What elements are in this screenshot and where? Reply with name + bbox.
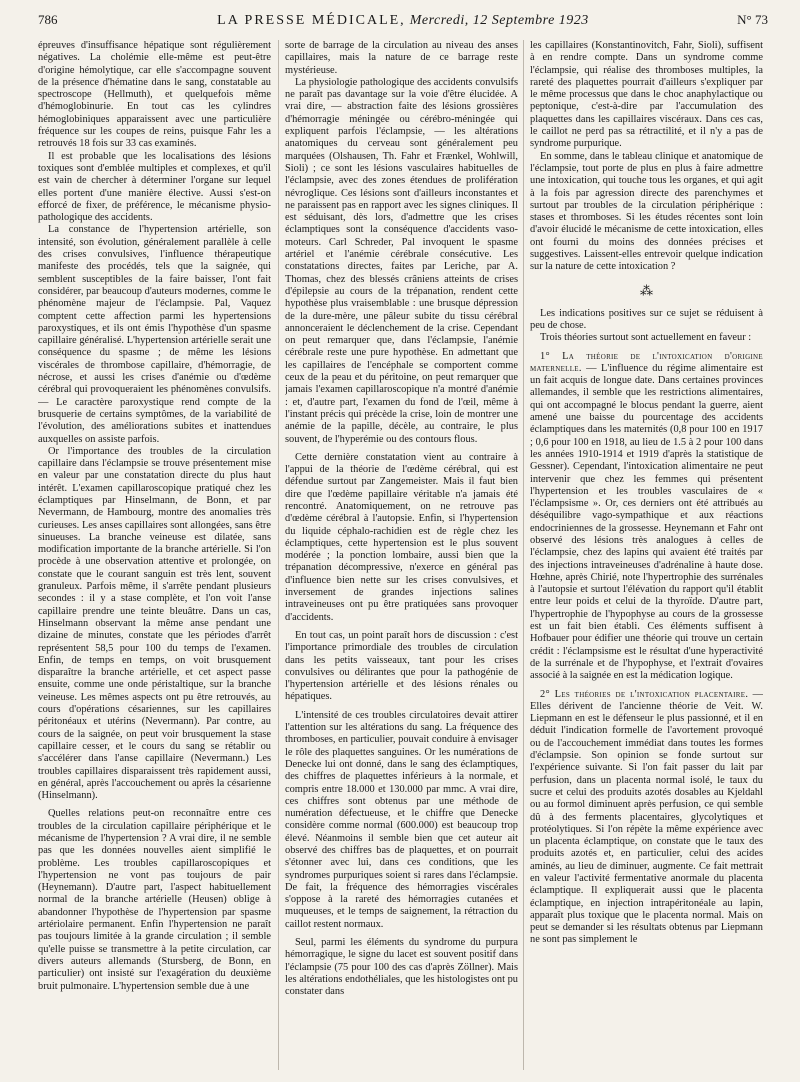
paragraph: Cette dernière constatation vient au contraire à l'appui de la théorie de l'œdème cérébral, qui est défendue surtout par Zangemeister. Mais il faut bien dire que l'œdème papillaire véritable n'a jamais été rencontré. Anatomiquement, on ne retrouve pas d'œdème cérébral à l'autopsie. Enfin, si l'hypertension du liquide céphalo-rachidien est de règle chez les éclamptiques, cette hypertension est le plus souvent modérée ; la ponction lombaire, aussi bien que la trépanation décompressive, n'exerce en général pas d'influence bien nette sur les crises convulsives, et inversement de grandes injections salines intraveineuses ont pu être pratiquées sans provoquer d'accidents. bbox=[285, 451, 518, 623]
paragraph: épreuves d'insuffisance hépatique sont régulièrement négatives. La cholémie elle-même est peut-être d'origine hémolytique, car elle s'accompagne souvent de la présence d'hématine dans le sang, constatable au spectroscope (Hellmuth), et quelquefois même d'hémoglobinurie. En tout cas les cylindres hémoglobiniques apparaissent avec une particulière fréquence sur les coupes de reins, puisque Fahr les a retrouvés 18 fois sur 33 cas examinés. bbox=[38, 40, 271, 150]
paragraph: Or l'importance des troubles de la circulation capillaire dans l'éclampsie se trouve présentement mise en valeur par une constatation directe du plus haut intérêt. L'examen capillaroscopique pratiqué chez les éclamptiques par Hinselmann, de Bonn, et par Nevermann, de Hambourg, montre des anomalies très curieuses. Les anses capillaires sont allongées, sans être sinueuses. La branche veineuse est dilatée, sans modification importante de la branche artérielle. Si l'on procède à une observation attentive et prolongée, on constate que le courant sanguin est très lent, souvent granuleux. Parfois même, il s'arrête pendant plusieurs secondes : il y a stase complète, et l'on voit l'anse capillaire prendre une teinte bleuâtre. Dans un cas, Hinselmann observant la même anse pendant une dizaine de minutes, constate que les périodes d'arrêt représentent 58,5 pour 100 du temps de l'examen. Enfin, de temps en temps, on voit brusquement disparaître la branche artérielle, et cet aspect passe ensuite, comme une onde péristaltique, sur la branche veineuse. Les mêmes aspects ont pu être retrouvés, au cours d'opérations césariennes, sur les capillaires péritonéaux et utérins (Nevermann). Par contre, au cours de la saignée, on peut voir brusquement la stase capillaire cesser, et le cours du sang se rétablir ou s'accélérer dans l'anse capillaire (Nevermann.) Les troubles capillaires disparaissent très rapidement aussi, en général, après l'accouchement ou après la césarienne (Hinselmann). bbox=[38, 445, 271, 802]
journal-name: LA PRESSE MÉDICALE, bbox=[217, 13, 406, 28]
section-placental-theory bbox=[530, 689, 763, 947]
page-number: 786 bbox=[38, 12, 58, 27]
paragraph: Seul, parmi les éléments du syndrome du purpura hémorragique, le signe du lacet est souvent positif dans l'éclampsie (75 pour 100 des cas d'après Zöllner). Mais les altérations endothéliales, que les histologistes ont pu constater dans bbox=[285, 937, 518, 998]
column-rule bbox=[278, 40, 279, 1070]
section-heading: 1° La théorie de l'intoxication d'origine maternelle. bbox=[530, 350, 763, 374]
paragraph: Il est probable que les localisations des lésions toxiques sont d'emblée multiples et complexes, et qu'il est vain de chercher à déterminer l'organe sur lequel elles portent d'une manière élective. Aussi s'est-on efforcé de fixer, de préférence, le mécanisme physio-pathologique des accidents. bbox=[38, 150, 271, 224]
paragraph: La constance de l'hypertension artérielle, son intensité, son évolution, généralement parallèle à celle des crises convulsives, l'influence thérapeutique manifeste des procédés, tels que la saignée, qui semblent susceptibles de la faire baisser, l'ont fait considérer, par beaucoup d'auteurs modernes, comme le phénomène majeur de l'éclampsie. Pal, Vaquez comptent cette affection parmi les hypertensions paroxystiques, et ils ont émis l'hypothèse d'un spasme capillaire généralisé. L'hypertension artérielle serait une conséquence du spasme ; de même les lésions viscérales de thrombose capillaire, d'hémorragie, de nécrose, et aussi les crises d'anémie ou d'œdème cérébral qui provoqueraient les phénomènes convulsifs. — Le caractère paroxystique rend compte de la brusquerie de certains symptômes, de la variabilité de l'évolution, des améliorations subites et inattendues auxquelles on assiste parfois. bbox=[38, 224, 271, 445]
paragraph: La physiologie pathologique des accidents convulsifs ne paraît pas davantage sur la voie d'être élucidée. A vrai dire, — abstraction faite des lésions grossières d'hémorragie méningée ou cérébro-méningée qui expliquent parfois l'éclampsie, — les altérations anatomiques du cerveau sont généralement peu marquées (Olshausen, Th. Fahr et Frænkel, Wohlwill, Sioli) ; ce sont les lésions vasculaires habituelles de l'éclampsie, avec des zones étendues de prolifération névroglique. Ces lésions sont d'ailleurs inconstantes et ne paraissent pas en rapport avec les signes cliniques. Il est séduisant, dès lors, d'admettre que les crises éclamptiques sont la conséquence d'accidents vaso-moteurs. Carl Schreder, Pal invoquent le spasme artériel et l'anémie cérébrale consécutive. Les constatations directes, faites par Leriche, par A. Thomas, chez des blessés crâniens atteints de crises d'épilepsie au cours de la trépanation, rendent cette hypothèse plus vraisemblable : une brusque dépression de la dure-mère, une pâleur subite du tissu cérébral annonceraient le déclenchement de la crise. Cependant on peut remarquer que, dans l'éclampsie, l'anémie cérébrale reste une pure hypothèse. En admettant que les capillaires de l'encéphale se comportent comme ceux de la peau et du péritoine, on peut remarquer que jamais l'examen capillaroscopique n'a montré d'anémie : et, d'autre part, l'examen du fond de l'œil, même à l'instant précis qui précède la crise, loin de montrer une anémie de la papille, décèle, au contraire, le plus souvent, de l'hyperémie ou des contours flous. bbox=[285, 76, 518, 445]
section-heading: 2° Les théories de l'intoxication placentaire. bbox=[540, 688, 749, 700]
column-1 bbox=[38, 40, 271, 1078]
issue-number: N° 73 bbox=[737, 12, 768, 27]
section-text: — Elles dérivent de l'ancienne théorie de Veit. W. Liepmann en est le défenseur le plus passionné, et il en déduit l'indication formelle de l'avortement provoqué ou de l'accouchement immédiat dans toutes les formes d'éclampsie. Son opinion se fonde surtout sur l'expérience suivante. Si l'on fait passer du lait par perfusion, dans un placenta normal isolé, le taux du sucre et celui des produits azotés dosables au Kjeldahl ou au formol diminuent après perfusion, ce qui semble dû à des ferments placentaires, glycolytiques et protéolytiques. Si l'on répète la même expérience avec un placenta éclamptique, on constate que le taux des produits azotés et, en particulier, celui des acides aminés, au lieu de diminuer, augmente. Ce fait mettrait en valeur l'activité fermentative anormale du placenta éclamptique. Il expliquerait aussi que le placenta éclamptique, en injection intrapéritonéale au lapin, apparaît plus toxique que le placenta normal. Mais on peut se demander si les résultats obtenus par Liepmann ne sont pas simplement le bbox=[530, 688, 763, 946]
column-2 bbox=[285, 40, 518, 1078]
page-header bbox=[38, 12, 768, 32]
paragraph: En tout cas, un point paraît hors de discussion : c'est l'importance primordiale des troubles de circulation dans les petits vaisseaux, tant pour les crises convulsives ou délirantes que pour la pathogénie de l'hypertension artérielle et des lésions rénales ou hépatiques. bbox=[285, 629, 518, 703]
column-3 bbox=[530, 40, 763, 1078]
paragraph: sorte de barrage de la circulation au niveau des anses capillaires, mais la nature de ce barrage reste mystérieuse. bbox=[285, 40, 518, 76]
section-asterism: ⁂ bbox=[640, 282, 653, 298]
section-text: — L'influence du régime alimentaire est un fait acquis de longue date. Dans certaines provinces allemandes, il semble que les restrictions alimentaires, qui ont accompagné le blocus pendant la guerre, aient amené une baisse du pourcentage des accidents éclamptiques dans les maternités (0,8 pour 100 en 1917 ; 0,6 pour 100 en 1918, au lieu de 1.5 à 2 pour 100 dans les années 1910-1914 et 1919 d'après la statistique de Gessner). Cependant, l'intoxication alimentaire ne peut intervenir que chez les femmes qui présentent l'hypertension et les troubles vasculaires de « l'éclampsisme ». Or, ces derniers ont été attribués au déséquilibre vago-sympathique et aux réactions endocriniennes de la grossesse. Heynemann et Fahr ont observé des lésions très analogues à celles de l'éclampsie, chez des lapins qui avaient été traités par des injections intraveineuses d'adrénaline à haute dose. Hœhne, après Chirié, note l'hypertrophie des surrénales à l'autopsie et surtout l'élévation du rapport qu'il établit entre leur poids et celui de la thyroïde. D'autre part, l'hypertrophie de l'hypophyse au cours de la grossesse est un fait bien établi. Ces éléments suffisent à Hofbauer pour édifier une théorie qui trouve un certain crédit : l'éclampsisme est le résultat d'une hyperactivité de la surrénale et de l'hypophyse, et l'extrait d'ovaires associé à la saignée en est la médication logique. bbox=[530, 362, 763, 682]
running-title bbox=[217, 13, 589, 29]
paragraph: L'intensité de ces troubles circulatoires devait attirer l'attention sur les altérations du sang. La fréquence des thromboses, en particulier, pouvait conduire à envisager le rôle des plaquettes sanguines. Or les numérations de Denecke lui ont donné, dans le sang des éclamptiques, des chiffres de plaquettes inférieurs à la normale, et compris entre 18.000 et 130.000 par mmc. A vrai dire, ces chiffres sont obtenus par une méthode de numération défectueuse, et le chiffre que Denecke considère comme normal (600.000) est beaucoup trop élevé. Néanmoins il semble bien que cet auteur ait observé des chiffres bas de plaquettes, et on pourrait s'étonner avec lui, dans ces conditions, que les syndromes purpuriques soient si rares dans l'éclampsie. De fait, la fréquence des hémorragies viscérales s'oppose à la rareté des hémorragies cutanées et muqueuses, et le temps de saignement, la rétraction du caillot restent normaux. bbox=[285, 709, 518, 930]
column-rule bbox=[523, 40, 524, 1070]
issue-date: Mercredi, 12 Septembre 1923 bbox=[409, 13, 589, 28]
paragraph: Trois théories surtout sont actuellement en faveur : bbox=[540, 332, 752, 344]
section-maternal-theory bbox=[530, 351, 763, 683]
paragraph: les capillaires (Konstantinovitch, Fahr, Sioli), suffisent à en rendre compte. Dans un syndrome comme l'éclampsie, qui réalise des thromboses multiples, la rareté des plaquettes pourrait d'ailleurs s'expliquer par le même processus que dans le choc anaphylactique ou peptonique, c'est-à-dire par l'accumulation des plaquettes dans les capillaires viscéraux. Dans ces cas, le caillot ne perd pas sa rétractilité, et il n'y a pas de syndrome purpurique. bbox=[530, 40, 763, 150]
paragraph: Quelles relations peut-on reconnaître entre ces troubles de la circulation capillaire périphérique et le mécanisme de l'hypertension ? A vrai dire, il ne semble pas que les données nouvelles aient simplifié le problème. Les troubles capillaroscopiques et l'hypertension ne vont pas toujours de pair (Heynemann). D'autre part, l'aspect habituellement normal de la branche artérielle (Heusen) oblige à abandonner l'hypothèse de l'hypertension par spasme artériolaire permanent. Enfin l'hypertension ne paraît pas toujours limitée à la grande circulation ; il semble qu'elle puisse se transmettre à la petite circulation, car divers auteurs allemands (Stursberg, de Bonn, en particulier) ont insisté sur l'exagération du deuxième bruit pulmonaire. L'hypertension semble due à une bbox=[38, 808, 271, 992]
paragraph: Les indications positives sur ce sujet se réduisent à peu de chose. bbox=[530, 307, 763, 331]
paragraph: En somme, dans le tableau clinique et anatomique de l'éclampsie, tout porte de plus en plus à faire admettre une intoxication, qui touche tous les organes, et qui agit à la fois par agression directe des parenchymes et surtout par troubles de la circulation périphérique : stases et thromboses. Si les études récentes sont loin d'avoir élucidé le mécanisme de cette intoxication, elles ont fourni du moins des données précises et suggestives. Laissent-elles entrevoir quelque indication sur la nature de cette intoxication ? bbox=[530, 150, 763, 273]
